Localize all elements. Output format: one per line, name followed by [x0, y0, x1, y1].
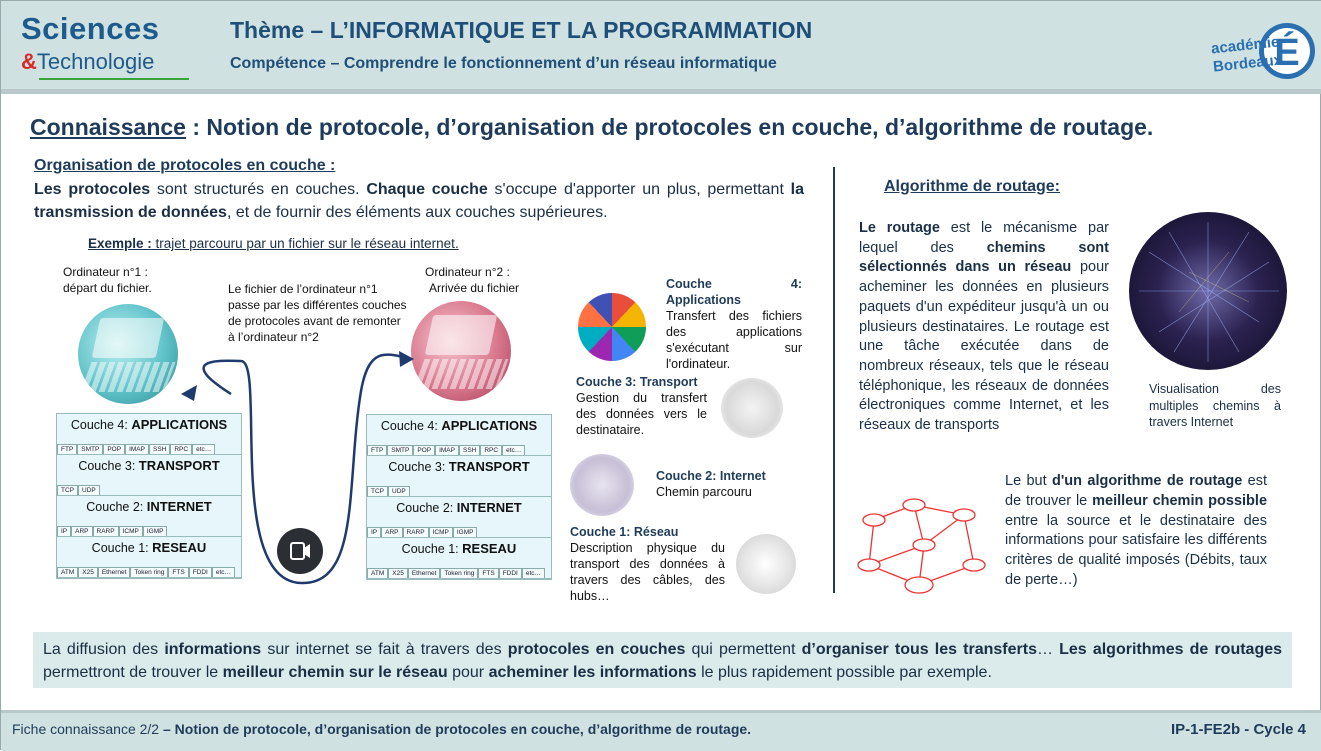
pc1-label: Ordinateur n°1 : départ du fichier.	[63, 265, 152, 295]
protocol-tag: ATM	[57, 567, 78, 577]
footer-reference: IP-1-FE2b - Cycle 4	[1170, 721, 1306, 738]
stack-layer	[57, 537, 241, 578]
protocol-tag: Token ring	[440, 568, 478, 578]
layer1-description: Couche 1: Réseau Description physique du transport des données à travers des câbles, des hubs…	[570, 525, 725, 603]
routage-paragraph: Le routage est le mécanisme par lequel des chemins sont sélectionnés dans un réseau pour acheminer les données en plusieurs paquets d'un expéditeur jusqu'à un ou plusieurs destinataires. Le routage est une tâche exécutée dans de nombreux réseaux, tels que le réseau téléphonique, les réseaux de données électroniques comme Internet, et les réseaux de transports	[859, 220, 1109, 434]
protocol-tag: SSH	[459, 445, 480, 455]
layer3-description: Couche 3: Transport Gestion du transfert des données vers le destinataire.	[576, 375, 707, 437]
stack-layer-name: Couche 3: TRANSPORT	[388, 459, 530, 474]
stack-layer-name: Couche 2: INTERNET	[86, 499, 212, 514]
protocol-tag: ICMP	[119, 526, 143, 536]
theme-title: Thème – L’INFORMATIQUE ET LA PROGRAMMATION	[230, 17, 813, 43]
video-icon	[277, 528, 323, 574]
logo-line2: &Technologie	[21, 49, 155, 74]
protocol-tag: IGMP	[453, 527, 478, 537]
academie-line2: Bordeaux	[1212, 51, 1283, 76]
protocol-tag: RPC	[480, 445, 502, 455]
video-play-button[interactable]	[277, 528, 323, 574]
protocol-tag: FTS	[168, 567, 188, 577]
title-label: Connaissance	[30, 114, 186, 140]
stack-layer	[367, 538, 551, 579]
protocol-tag: ARP	[381, 527, 402, 537]
protocol-tag: IMAP	[125, 444, 149, 454]
stack-layer	[57, 496, 241, 537]
protocol-tag: POP	[103, 444, 125, 454]
protocol-tag: SMTP	[77, 444, 103, 454]
protocol-tag: SMTP	[387, 445, 413, 455]
stack-layer	[367, 497, 551, 538]
stack-protocols	[57, 444, 215, 454]
protocol-tag: UDP	[388, 486, 410, 496]
visualization-caption: Visualisation des multiples chemins à travers Internet	[1149, 382, 1281, 429]
stack-protocols	[367, 445, 525, 455]
internet-paths-visualization-image	[1129, 212, 1287, 370]
protocol-tag: RARP	[93, 526, 119, 536]
protocol-stack-pc1	[56, 413, 242, 579]
transport-hand-image	[721, 378, 783, 438]
protocol-tag: FDDI	[189, 567, 212, 577]
protocol-tag: POP	[413, 445, 435, 455]
stack-layer-name: Couche 2: INTERNET	[396, 500, 522, 515]
protocol-tag: etc…	[502, 445, 525, 455]
protocol-tag: etc…	[212, 567, 235, 577]
protocol-tag: IP	[57, 526, 71, 536]
stack-protocols	[57, 567, 235, 577]
globe-network-image	[570, 454, 634, 516]
protocol-tag: TCP	[57, 485, 78, 495]
protocol-tag: Token ring	[130, 567, 168, 577]
protocol-tag: X25	[78, 567, 98, 577]
protocol-tag: FTP	[367, 445, 387, 455]
section-title-organisation: Organisation de protocoles en couche :	[34, 157, 336, 174]
protocol-tag: ATM	[367, 568, 388, 578]
protocol-tag: etc…	[192, 444, 215, 454]
network-laptops-image	[854, 485, 988, 607]
stack-layer-name: Couche 4: APPLICATIONS	[380, 418, 538, 433]
layer4-description: Couche 4: Applications Transfert des fichiers des applications s'exécutant sur l'ordinateur.	[666, 277, 802, 371]
protocol-tag: X25	[388, 568, 408, 578]
path-note: Le fichier de l’ordinateur n°1 passe par les différentes couches de protocoles avant de remonter à l’ordinateur n°2	[228, 282, 407, 344]
academie-line1: académie	[1210, 33, 1281, 58]
stack-layer-name: Couche 4: APPLICATIONS	[70, 417, 228, 432]
network-cable-image	[736, 534, 796, 594]
protocol-tag: Ethernet	[408, 568, 441, 578]
stack-layer-name: Couche 1: RESEAU	[401, 541, 517, 556]
stack-layer	[57, 455, 241, 496]
svg-text:É: É	[1274, 32, 1300, 74]
stack-protocols	[367, 527, 477, 537]
pc2-label: Ordinateur n°2 : Arrivée du fichier	[425, 265, 520, 295]
footer	[1, 710, 1321, 751]
stack-protocols	[367, 486, 410, 496]
theme-subtitle: Compétence – Comprendre le fonctionnement d’un réseau informatique	[230, 55, 777, 72]
layer2-description: Couche 2: Internet Chemin parcouru	[656, 469, 766, 499]
exemple-caption: Exemple : trajet parcouru par un fichier sur le réseau internet.	[88, 236, 459, 251]
stack-protocols	[367, 568, 545, 578]
protocol-tag: RPC	[170, 444, 192, 454]
protocol-tag: UDP	[78, 485, 100, 495]
logo-line1: Sciences	[21, 11, 160, 46]
stack-layer-name: Couche 3: TRANSPORT	[78, 458, 220, 473]
protocol-tag: ARP	[71, 526, 92, 536]
stack-layer	[367, 456, 551, 497]
section-title-routage: Algorithme de routage:	[884, 178, 1061, 195]
apps-icons-image	[578, 293, 646, 361]
protocol-tag: IGMP	[143, 526, 168, 536]
protocol-tag: FTS	[478, 568, 498, 578]
footer-title: Fiche connaissance 2/2 – Notion de protocole, d’organisation de protocoles en couche, d’algorithme de routage.	[12, 721, 752, 737]
stack-layer	[367, 415, 551, 456]
protocol-tag: FTP	[57, 444, 77, 454]
summary-box: La diffusion des informations sur internet se fait à travers des protocoles en couches qui permettent d’organiser tous les transferts… Les algorithmes de routages permettront de trouver le meilleur chemin sur le réseau pour acheminer les informations le plus rapidement possible par exemple.	[33, 632, 1292, 688]
protocol-tag: IP	[367, 527, 381, 537]
organisation-paragraph: Les protocoles sont structurés en couches. Chaque couche s'occupe d'apporter un plus, permettant la transmission de données, et de fournir des éléments aux couches supérieures.	[34, 181, 805, 221]
protocol-tag: etc…	[522, 568, 545, 578]
stack-layer	[57, 414, 241, 455]
title-text: : Notion de protocole, d’organisation de protocoles en couche, d’algorithme de routage.	[185, 114, 1154, 140]
protocol-stack-pc2	[366, 414, 552, 580]
protocol-tag: FDDI	[499, 568, 522, 578]
algorithme-paragraph: Le but d'un algorithme de routage est de trouver le meilleur chemin possible entre la source et le destinataire des informations pour satisfaire les différents critères de qualité imposés (Débits, taux de perte…)	[1005, 473, 1268, 588]
protocol-tag: IMAP	[435, 445, 459, 455]
protocol-tag: ICMP	[429, 527, 453, 537]
protocol-tag: Ethernet	[98, 567, 131, 577]
protocol-tag: TCP	[367, 486, 388, 496]
stack-protocols	[57, 526, 167, 536]
protocol-tag: RARP	[403, 527, 429, 537]
protocol-tag: SSH	[149, 444, 170, 454]
vertical-divider	[833, 167, 835, 593]
stack-layer-name: Couche 1: RESEAU	[91, 540, 207, 555]
stack-protocols	[57, 485, 100, 495]
